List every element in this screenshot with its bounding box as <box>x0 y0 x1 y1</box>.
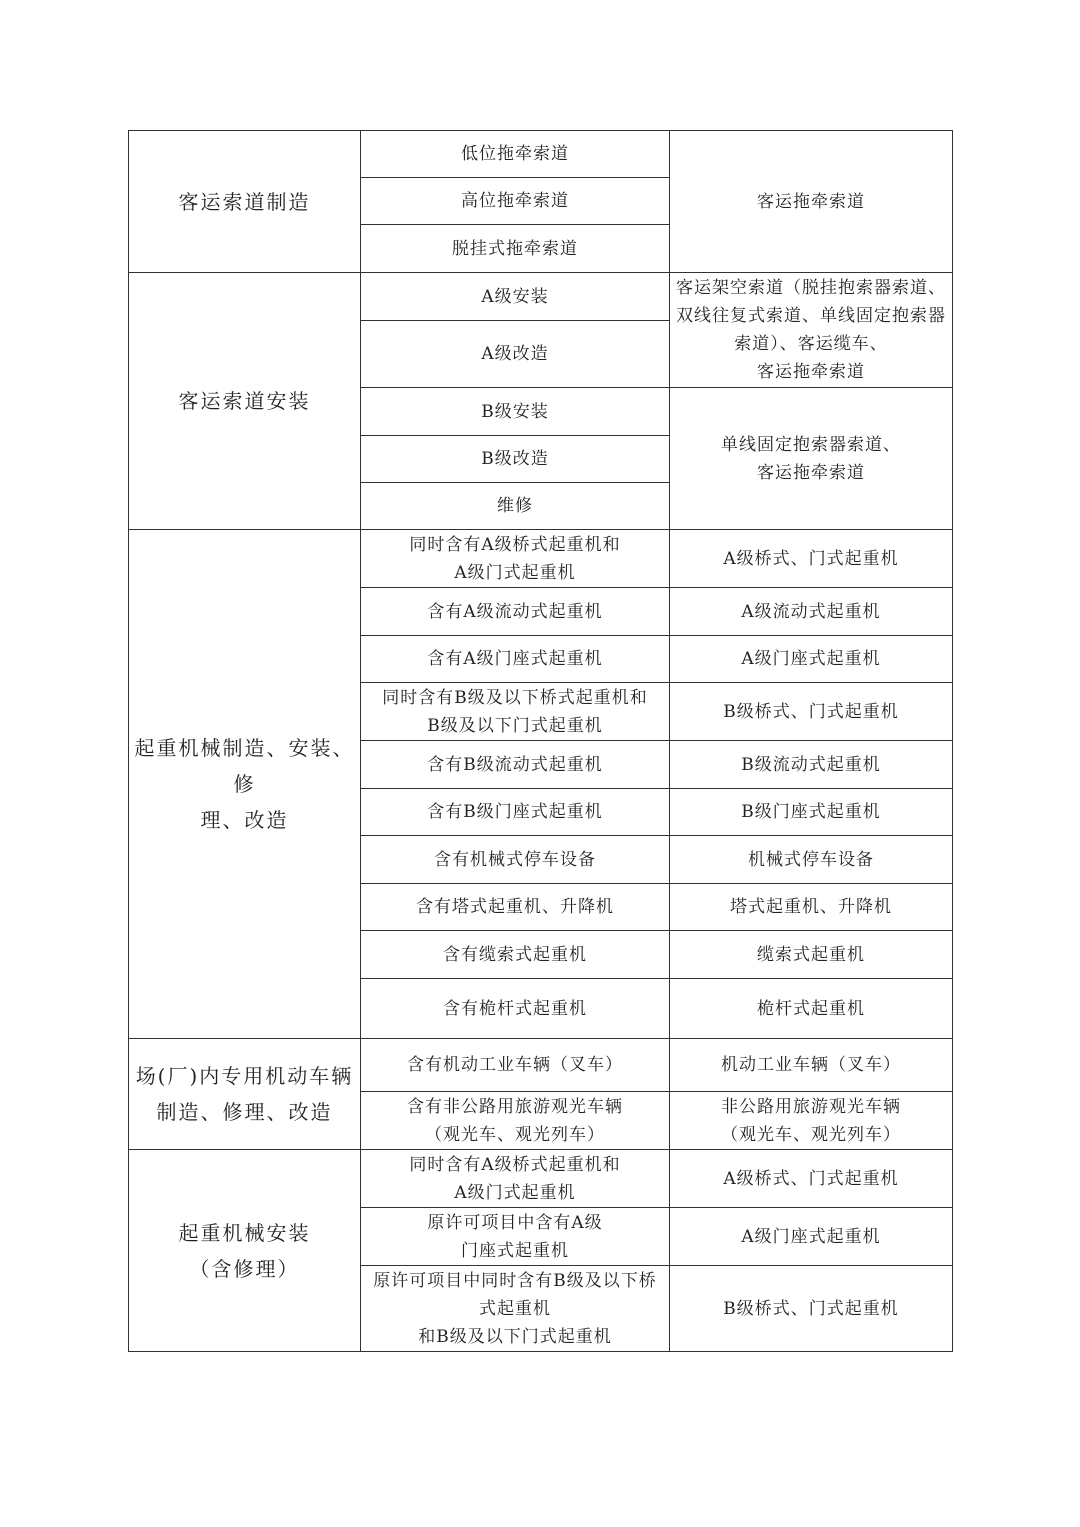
item-cell: A级改造 <box>361 321 670 388</box>
scope-cell: 塔式起重机、升降机 <box>670 884 953 931</box>
table-row <box>129 1150 953 1208</box>
item-cell: 含有机动工业车辆（叉车） <box>361 1039 670 1092</box>
category-cell: 客运索道安装 <box>129 273 361 530</box>
scope-cell: A级门座式起重机 <box>670 1208 953 1266</box>
item-cell: 原许可项目中同时含有B级及以下桥 式起重机 和B级及以下门式起重机 <box>361 1266 670 1352</box>
item-cell: 同时含有A级桥式起重机和 A级门式起重机 <box>361 1150 670 1208</box>
scope-cell: A级桥式、门式起重机 <box>670 530 953 588</box>
scope-cell: A级桥式、门式起重机 <box>670 1150 953 1208</box>
item-cell: B级安装 <box>361 388 670 436</box>
item-cell: 含有A级门座式起重机 <box>361 636 670 683</box>
scope-cell: A级门座式起重机 <box>670 636 953 683</box>
item-cell: 原许可项目中含有A级 门座式起重机 <box>361 1208 670 1266</box>
category-cell: 起重机械安装 （含修理） <box>129 1150 361 1352</box>
scope-cell: 客运架空索道（脱挂抱索器索道、 双线往复式索道、单线固定抱索器 索道）、客运缆车、 客运拖牵索道 <box>670 273 953 388</box>
scope-cell: 机动工业车辆（叉车） <box>670 1039 953 1092</box>
item-cell: 含有塔式起重机、升降机 <box>361 884 670 931</box>
item-cell: 低位拖牵索道 <box>361 131 670 178</box>
table-row <box>129 1039 953 1092</box>
scope-cell: 客运拖牵索道 <box>670 131 953 273</box>
table-row <box>129 131 953 178</box>
table-row <box>129 530 953 588</box>
table-row <box>129 273 953 321</box>
item-cell: 含有B级门座式起重机 <box>361 789 670 836</box>
permit-table <box>128 130 953 1352</box>
category-cell: 起重机械制造、安装、修 理、改造 <box>129 530 361 1039</box>
scope-cell: B级桥式、门式起重机 <box>670 1266 953 1352</box>
scope-cell: B级门座式起重机 <box>670 789 953 836</box>
permit-table-body <box>129 131 953 1352</box>
scope-cell: 缆索式起重机 <box>670 931 953 979</box>
scope-cell: 单线固定抱索器索道、 客运拖牵索道 <box>670 388 953 530</box>
category-cell: 场(厂)内专用机动车辆 制造、修理、改造 <box>129 1039 361 1150</box>
item-cell: 含有机械式停车设备 <box>361 836 670 884</box>
category-cell: 客运索道制造 <box>129 131 361 273</box>
item-cell: 含有缆索式起重机 <box>361 931 670 979</box>
scope-cell: B级桥式、门式起重机 <box>670 683 953 741</box>
item-cell: 同时含有B级及以下桥式起重机和 B级及以下门式起重机 <box>361 683 670 741</box>
item-cell: 含有桅杆式起重机 <box>361 979 670 1039</box>
item-cell: A级安装 <box>361 273 670 321</box>
item-cell: 含有A级流动式起重机 <box>361 588 670 636</box>
item-cell: 含有B级流动式起重机 <box>361 741 670 789</box>
item-cell: 同时含有A级桥式起重机和 A级门式起重机 <box>361 530 670 588</box>
scope-cell: 桅杆式起重机 <box>670 979 953 1039</box>
item-cell: 高位拖牵索道 <box>361 178 670 225</box>
scope-cell: B级流动式起重机 <box>670 741 953 789</box>
scope-cell: A级流动式起重机 <box>670 588 953 636</box>
item-cell: 脱挂式拖牵索道 <box>361 225 670 273</box>
scope-cell: 机械式停车设备 <box>670 836 953 884</box>
item-cell: B级改造 <box>361 436 670 483</box>
item-cell: 含有非公路用旅游观光车辆 （观光车、观光列车） <box>361 1092 670 1150</box>
item-cell: 维修 <box>361 483 670 530</box>
scope-cell: 非公路用旅游观光车辆 （观光车、观光列车） <box>670 1092 953 1150</box>
